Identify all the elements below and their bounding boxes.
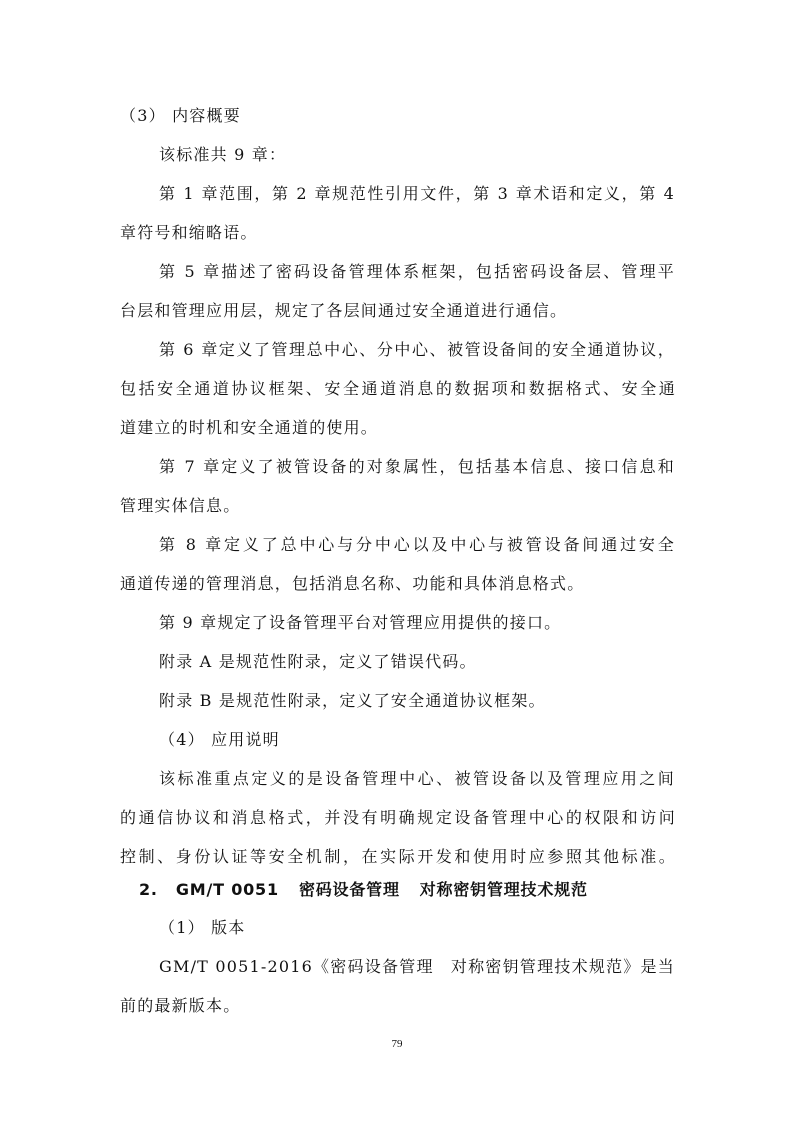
section-title-part2: 对称密钥管理技术规范 [419,880,588,899]
subsection-heading-application-notes: （4） 应用说明 [159,730,280,749]
paragraph-line: 包括安全通道协议框架、安全通道消息的数据项和数据格式、安全通 [120,379,676,398]
paragraph-line: 第 1 章范围，第 2 章规范性引用文件，第 3 章术语和定义，第 4 [159,184,675,203]
paragraph-line: 前的最新版本。 [120,996,241,1015]
paragraph-line: 管理实体信息。 [120,496,241,515]
paragraph-line: GM/T 0051-2016《密码设备管理 对称密钥管理技术规范》是当 [159,957,675,976]
paragraph-line: 第 6 章定义了管理总中心、分中心、被管设备间的安全通道协议， [159,340,675,359]
paragraph-line: 通道传递的管理消息，包括消息名称、功能和具体消息格式。 [120,574,585,593]
paragraph-line: 道建立的时机和安全通道的使用。 [120,418,379,437]
subsection-heading-version: （1） 版本 [159,918,246,937]
paragraph-line: 该标准重点定义的是设备管理中心、被管设备以及管理应用之间 [159,769,675,788]
paragraph-line: 附录 A 是规范性附录，定义了错误代码。 [159,652,477,671]
section-number: 2. [139,880,158,899]
paragraph-line: 的通信协议和消息格式，并没有明确规定设备管理中心的权限和访问 [120,808,676,827]
section-code: GM/T 0051 [175,880,279,899]
paragraph-line: 第 5 章描述了密码设备管理体系框架，包括密码设备层、管理平 [159,262,675,281]
section-heading [139,880,588,900]
paragraph-line: 第 8 章定义了总中心与分中心以及中心与被管设备间通过安全 [159,535,675,554]
paragraph-line: 章符号和缩略语。 [120,223,258,242]
paragraph-line: 该标准共 9 章： [159,145,287,164]
paragraph-line: 附录 B 是规范性附录，定义了安全通道协议框架。 [159,691,546,710]
section-title-part1: 密码设备管理 [298,880,400,899]
paragraph-line: 台层和管理应用层，规定了各层间通过安全通道进行通信。 [120,301,568,320]
paragraph-line: 控制、身份认证等安全机制，在实际开发和使用时应参照其他标准。 [120,847,676,866]
subsection-heading-content-summary: （3） 内容概要 [120,106,241,125]
paragraph-line: 第 7 章定义了被管设备的对象属性，包括基本信息、接口信息和 [159,457,675,476]
page-number: 79 [391,1038,403,1050]
paragraph-line: 第 9 章规定了设备管理平台对管理应用提供的接口。 [159,613,562,632]
